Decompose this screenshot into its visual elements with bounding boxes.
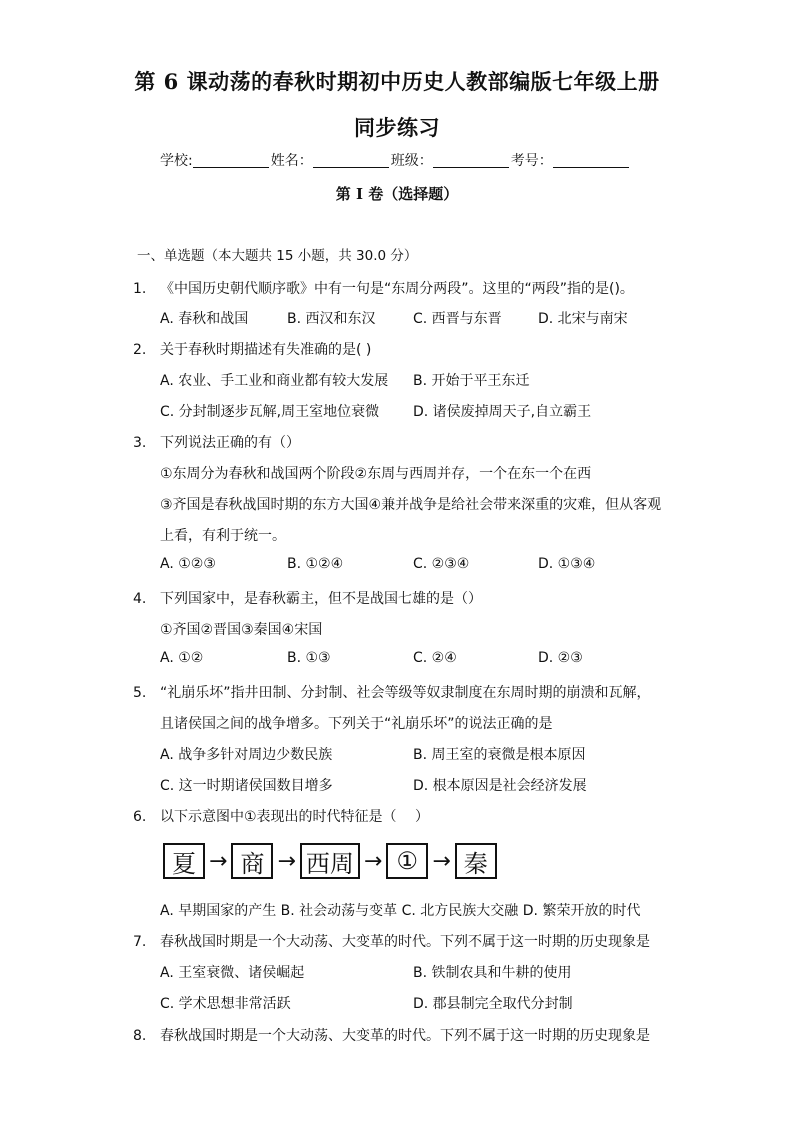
q4-option-a[interactable]: A. ①② xyxy=(160,650,204,666)
dynasty-box: 秦 xyxy=(455,843,497,879)
q2-option-d[interactable]: D. 诸侯废掉周天子,自立霸王 xyxy=(413,404,592,420)
question-stem: 《中国历史朝代顺序歌》中有一句是“东周分两段”。这里的“两段”指的是()。 xyxy=(160,281,634,297)
q3-statement-line-2: ③齐国是春秋战国时期的东方大国④兼并战争是给社会带来深重的灾难，但从客观 xyxy=(160,497,662,513)
q5-statement-line-1: 且诸侯国之间的战争增多。下列关于“礼崩乐坏”的说法正确的是 xyxy=(160,716,553,732)
q7-option-c[interactable]: C. 学术思想非常活跃 xyxy=(160,996,291,1012)
q5-option-b[interactable]: B. 周王室的衰微是根本原因 xyxy=(413,747,586,763)
q1-option-b[interactable]: B. 西汉和东汉 xyxy=(287,311,376,327)
q3-option-b[interactable]: B. ①②④ xyxy=(287,556,344,572)
question-7 xyxy=(133,931,650,951)
student-info-row xyxy=(160,150,631,170)
name-label: 姓名： xyxy=(270,153,313,169)
q3-option-a[interactable]: A. ①②③ xyxy=(160,556,216,572)
page-subtitle: 同步练习 xyxy=(354,115,440,140)
q3-option-c[interactable]: C. ②③④ xyxy=(413,556,470,572)
question-1 xyxy=(133,278,634,298)
q5-option-d[interactable]: D. 根本原因是社会经济发展 xyxy=(413,778,587,794)
exam-number-blank[interactable] xyxy=(553,153,629,168)
question-5 xyxy=(133,682,651,702)
question-number: 4. xyxy=(133,591,147,607)
q4-option-d[interactable]: D. ②③ xyxy=(538,650,583,666)
q7-option-a[interactable]: A. 王室衰微、诸侯崛起 xyxy=(160,965,305,981)
question-stem: 春秋战国时期是一个大动荡、大变革的时代。下列不属于这一时期的历史现象是 xyxy=(160,934,650,950)
question-2 xyxy=(133,339,371,359)
volume-heading: 第 I 卷（选择题） xyxy=(335,185,459,203)
question-stem: “礼崩乐坏”指井田制、分封制、社会等级等奴隶制度在东周时期的崩溃和瓦解， xyxy=(160,685,651,701)
question-stem: 以下示意图中①表现出的时代特征是（ ） xyxy=(160,809,429,825)
arrow-right-icon: → xyxy=(363,848,383,874)
class-label: 班级： xyxy=(390,153,433,169)
question-number: 1. xyxy=(133,281,147,297)
q7-option-d[interactable]: D. 郡县制完全取代分封制 xyxy=(413,996,573,1012)
question-number: 7. xyxy=(133,934,147,950)
question-stem: 关于春秋时期描述有失准确的是( ) xyxy=(160,342,372,358)
q2-option-c[interactable]: C. 分封制逐步瓦解,周王室地位衰微 xyxy=(160,404,380,420)
dynasty-box: ① xyxy=(386,843,428,879)
q5-option-a[interactable]: A. 战争多针对周边少数民族 xyxy=(160,747,333,763)
q4-option-c[interactable]: C. ②④ xyxy=(413,650,457,666)
q5-option-c[interactable]: C. 这一时期诸侯国数目增多 xyxy=(160,778,333,794)
class-blank[interactable] xyxy=(433,153,509,168)
exam-number-label: 考号： xyxy=(510,153,553,169)
q4-statement-line-1: ①齐国②晋国③秦国④宋国 xyxy=(160,622,323,638)
q4-option-b[interactable]: B. ①③ xyxy=(287,650,331,666)
question-stem: 下列说法正确的有（） xyxy=(160,435,300,451)
q2-option-a[interactable]: A. 农业、手工业和商业都有较大发展 xyxy=(160,373,389,389)
school-blank[interactable] xyxy=(193,153,269,168)
question-stem: 春秋战国时期是一个大动荡、大变革的时代。下列不属于这一时期的历史现象是 xyxy=(160,1028,650,1044)
page-title: 第 6 课动荡的春秋时期初中历史人教部编版七年级上册 xyxy=(134,69,660,94)
school-label: 学校: xyxy=(160,153,193,169)
q1-option-a[interactable]: A. 春秋和战国 xyxy=(160,311,249,327)
q3-option-d[interactable]: D. ①③④ xyxy=(538,556,596,572)
question-3 xyxy=(133,432,300,452)
question-number: 3. xyxy=(133,435,147,451)
q2-option-b[interactable]: B. 开始于平王东迁 xyxy=(413,373,530,389)
question-number: 6. xyxy=(133,809,147,825)
dynasty-box: 夏 xyxy=(163,843,205,879)
question-8 xyxy=(133,1025,650,1045)
dynasty-box: 西周 xyxy=(300,843,360,879)
arrow-right-icon: → xyxy=(432,848,451,874)
question-number: 5. xyxy=(133,685,147,701)
q3-statement-line-1: ①东周分为春秋和战国两个阶段②东周与西周并存，一个在东一个在西 xyxy=(160,466,592,482)
question-4 xyxy=(133,588,482,608)
arrow-right-icon: → xyxy=(209,848,228,874)
q1-option-c[interactable]: C. 西晋与东晋 xyxy=(413,311,502,327)
q1-option-d[interactable]: D. 北宋与南宋 xyxy=(538,311,628,327)
section-heading: 一、单选题（本大题共 15 小题，共 30.0 分） xyxy=(137,248,418,264)
question-number: 2. xyxy=(133,342,147,358)
dynasty-sequence-diagram xyxy=(163,843,497,879)
arrow-right-icon: → xyxy=(277,848,296,874)
question-6 xyxy=(133,806,429,826)
question-stem: 下列国家中，是春秋霸主，但不是战国七雄的是（） xyxy=(160,591,482,607)
q6-options[interactable]: A. 早期国家的产生 B. 社会动荡与变革 C. 北方民族大交融 D. 繁荣开放的时代 xyxy=(160,903,641,919)
name-blank[interactable] xyxy=(313,153,389,168)
question-number: 8. xyxy=(133,1028,147,1044)
q7-option-b[interactable]: B. 铁制农具和牛耕的使用 xyxy=(413,965,572,981)
q3-statement-line-3: 上看，有利于统一。 xyxy=(160,528,286,544)
dynasty-box: 商 xyxy=(231,843,273,879)
